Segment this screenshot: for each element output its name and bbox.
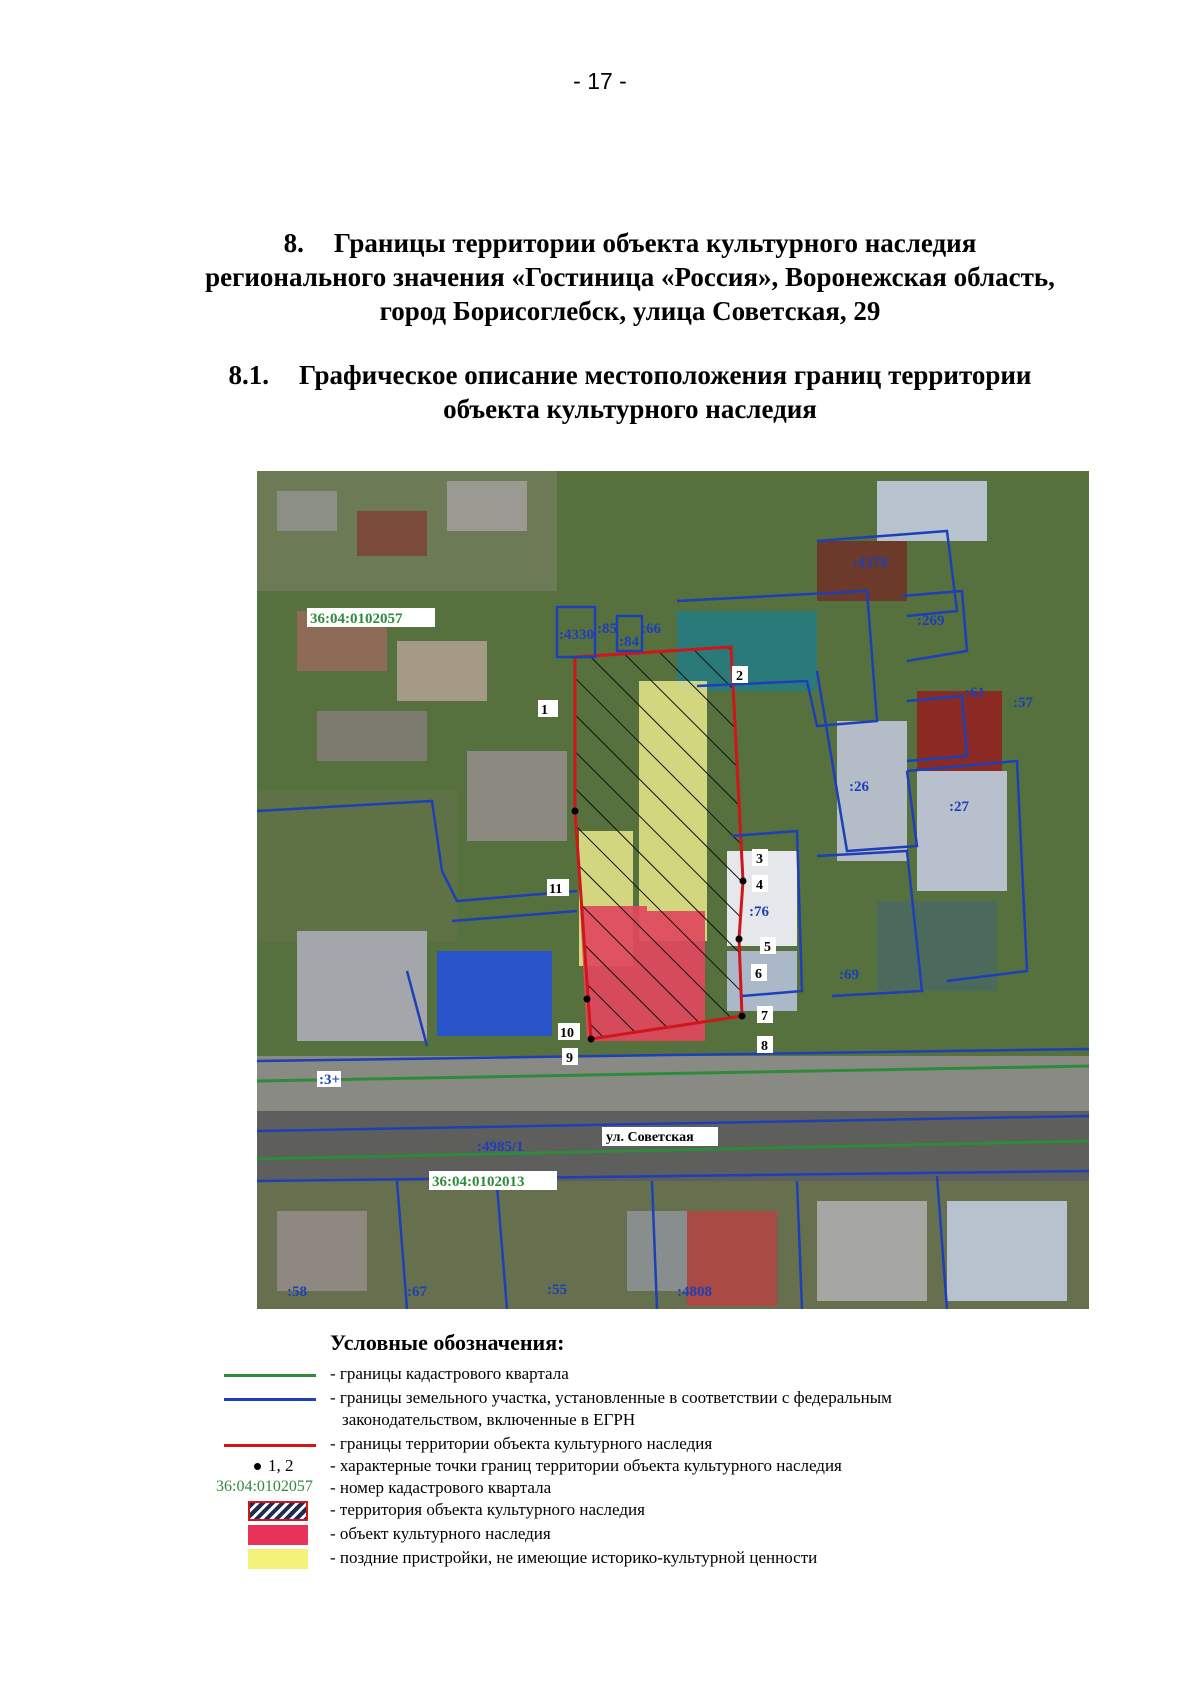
roof xyxy=(947,1201,1067,1301)
legend-text: - границы кадастрового квартала xyxy=(330,1364,569,1383)
parcel-label: :57 xyxy=(1013,695,1033,711)
roof xyxy=(317,711,427,761)
parcel-label: :66 xyxy=(641,621,661,637)
quarter-number-north: 36:04:0102057 xyxy=(310,611,403,627)
red-fill-symbol xyxy=(248,1525,308,1545)
section-title-line3: город Борисоглебск, улица Советская, 29 xyxy=(379,296,881,326)
green-line-symbol xyxy=(224,1374,316,1377)
parcel-label: :4808 xyxy=(677,1284,712,1300)
section-title-line2: регионального значения «Гостиница «Россия», Воронежская область, xyxy=(205,262,1055,292)
roof xyxy=(397,641,487,701)
yellow-fill-symbol xyxy=(248,1549,308,1569)
legend-text: - номер кадастрового квартала xyxy=(330,1478,552,1497)
legend-text: - характерные точки границ территории объекта культурного наследия xyxy=(330,1456,842,1475)
parcel-label: :3+ xyxy=(319,1072,341,1088)
point-label-9: 9 xyxy=(566,1051,573,1066)
blue-roof xyxy=(437,951,552,1036)
point-label-4: 4 xyxy=(756,878,763,893)
section-title: Границы территории объекта культурного наследия xyxy=(333,228,977,258)
subsection-heading xyxy=(160,358,1100,426)
legend-row-okn-border xyxy=(200,1434,1100,1456)
legend-text: - территория объекта культурного наследия xyxy=(330,1500,645,1519)
point-label-11: 11 xyxy=(549,882,563,897)
legend-row-object xyxy=(200,1524,1100,1546)
legend-row-quarter-number xyxy=(200,1478,1100,1500)
legend-text-continued: законодательством, включенные в ЕГРН xyxy=(342,1410,636,1429)
red-line-symbol xyxy=(224,1444,316,1447)
section-heading xyxy=(160,226,1100,328)
subsection-number: 8.1. xyxy=(228,360,269,390)
legend-row-territory xyxy=(200,1500,1100,1522)
point-label-1: 1 xyxy=(541,703,548,718)
point-label-10: 10 xyxy=(560,1026,574,1041)
page-number: - 17 - xyxy=(573,68,627,94)
parcel-label: :67 xyxy=(407,1284,427,1300)
parcel-label: :69 xyxy=(839,967,859,983)
subsection-title-line2: объекта культурного наследия xyxy=(443,394,817,424)
blue-line-symbol xyxy=(224,1398,316,1401)
subsection-title: Графическое описание местоположения границ территории xyxy=(299,360,1032,390)
parcel-label: :58 xyxy=(287,1284,307,1300)
parcel-label: :27 xyxy=(949,799,969,815)
point-label-6: 6 xyxy=(755,967,762,982)
street-label: ул. Советская xyxy=(606,1130,694,1145)
section-number: 8. xyxy=(283,228,304,258)
parcel-label: :61 xyxy=(965,685,985,701)
parcel-label: :76 xyxy=(749,904,769,920)
point-symbol-label: 1, 2 xyxy=(268,1456,294,1475)
point-label-7: 7 xyxy=(761,1009,768,1024)
quarter-number-symbol: 36:04:0102057 xyxy=(216,1478,313,1495)
legend-text: - объект культурного наследия xyxy=(330,1524,551,1543)
roof xyxy=(277,1211,367,1291)
parcel-label: :269 xyxy=(917,613,945,629)
quarter-number-south: 36:04:0102013 xyxy=(432,1174,525,1190)
roof xyxy=(467,751,567,841)
roof xyxy=(357,511,427,556)
legend-title: Условные обозначения: xyxy=(330,1330,565,1355)
parcel-label: :26 xyxy=(849,779,869,795)
roof xyxy=(447,481,527,531)
legend-text: - границы земельного участка, установленные в соответствии с федеральным xyxy=(330,1388,892,1407)
point-label-8: 8 xyxy=(761,1039,768,1054)
point-symbol xyxy=(254,1463,261,1470)
roof xyxy=(917,771,1007,891)
legend-text: - границы территории объекта культурного наследия xyxy=(330,1434,713,1453)
parcel-label: :84 xyxy=(619,634,639,650)
legend-row-quarter-border xyxy=(200,1364,1100,1386)
okn-territory-boundary xyxy=(575,647,743,1039)
block-w xyxy=(257,791,457,941)
point-label-2: 2 xyxy=(736,669,743,684)
map-svg xyxy=(257,471,1089,1309)
roof xyxy=(277,491,337,531)
parcel-label: :85 xyxy=(597,621,617,637)
legend-text: - поздние пристройки, не имеющие историко-культурной ценности xyxy=(330,1548,818,1567)
point-label-5: 5 xyxy=(764,940,771,955)
hatch-symbol xyxy=(248,1501,308,1521)
point-label-3: 3 xyxy=(756,852,763,867)
legend-row-points xyxy=(200,1456,1100,1478)
sidewalk xyxy=(257,1056,1089,1111)
legend-row-additions xyxy=(200,1548,1100,1570)
cadastral-map xyxy=(257,471,1089,1309)
parcel-label: :4985/1 xyxy=(477,1139,524,1155)
parcel-label: :4378 xyxy=(853,555,888,571)
roof xyxy=(297,931,427,1041)
parcel-label: :4330 xyxy=(559,627,594,643)
roof xyxy=(837,721,907,861)
parcel-label: :55 xyxy=(547,1282,567,1298)
roof xyxy=(817,1201,927,1301)
legend-row-parcel-border xyxy=(200,1388,1100,1432)
